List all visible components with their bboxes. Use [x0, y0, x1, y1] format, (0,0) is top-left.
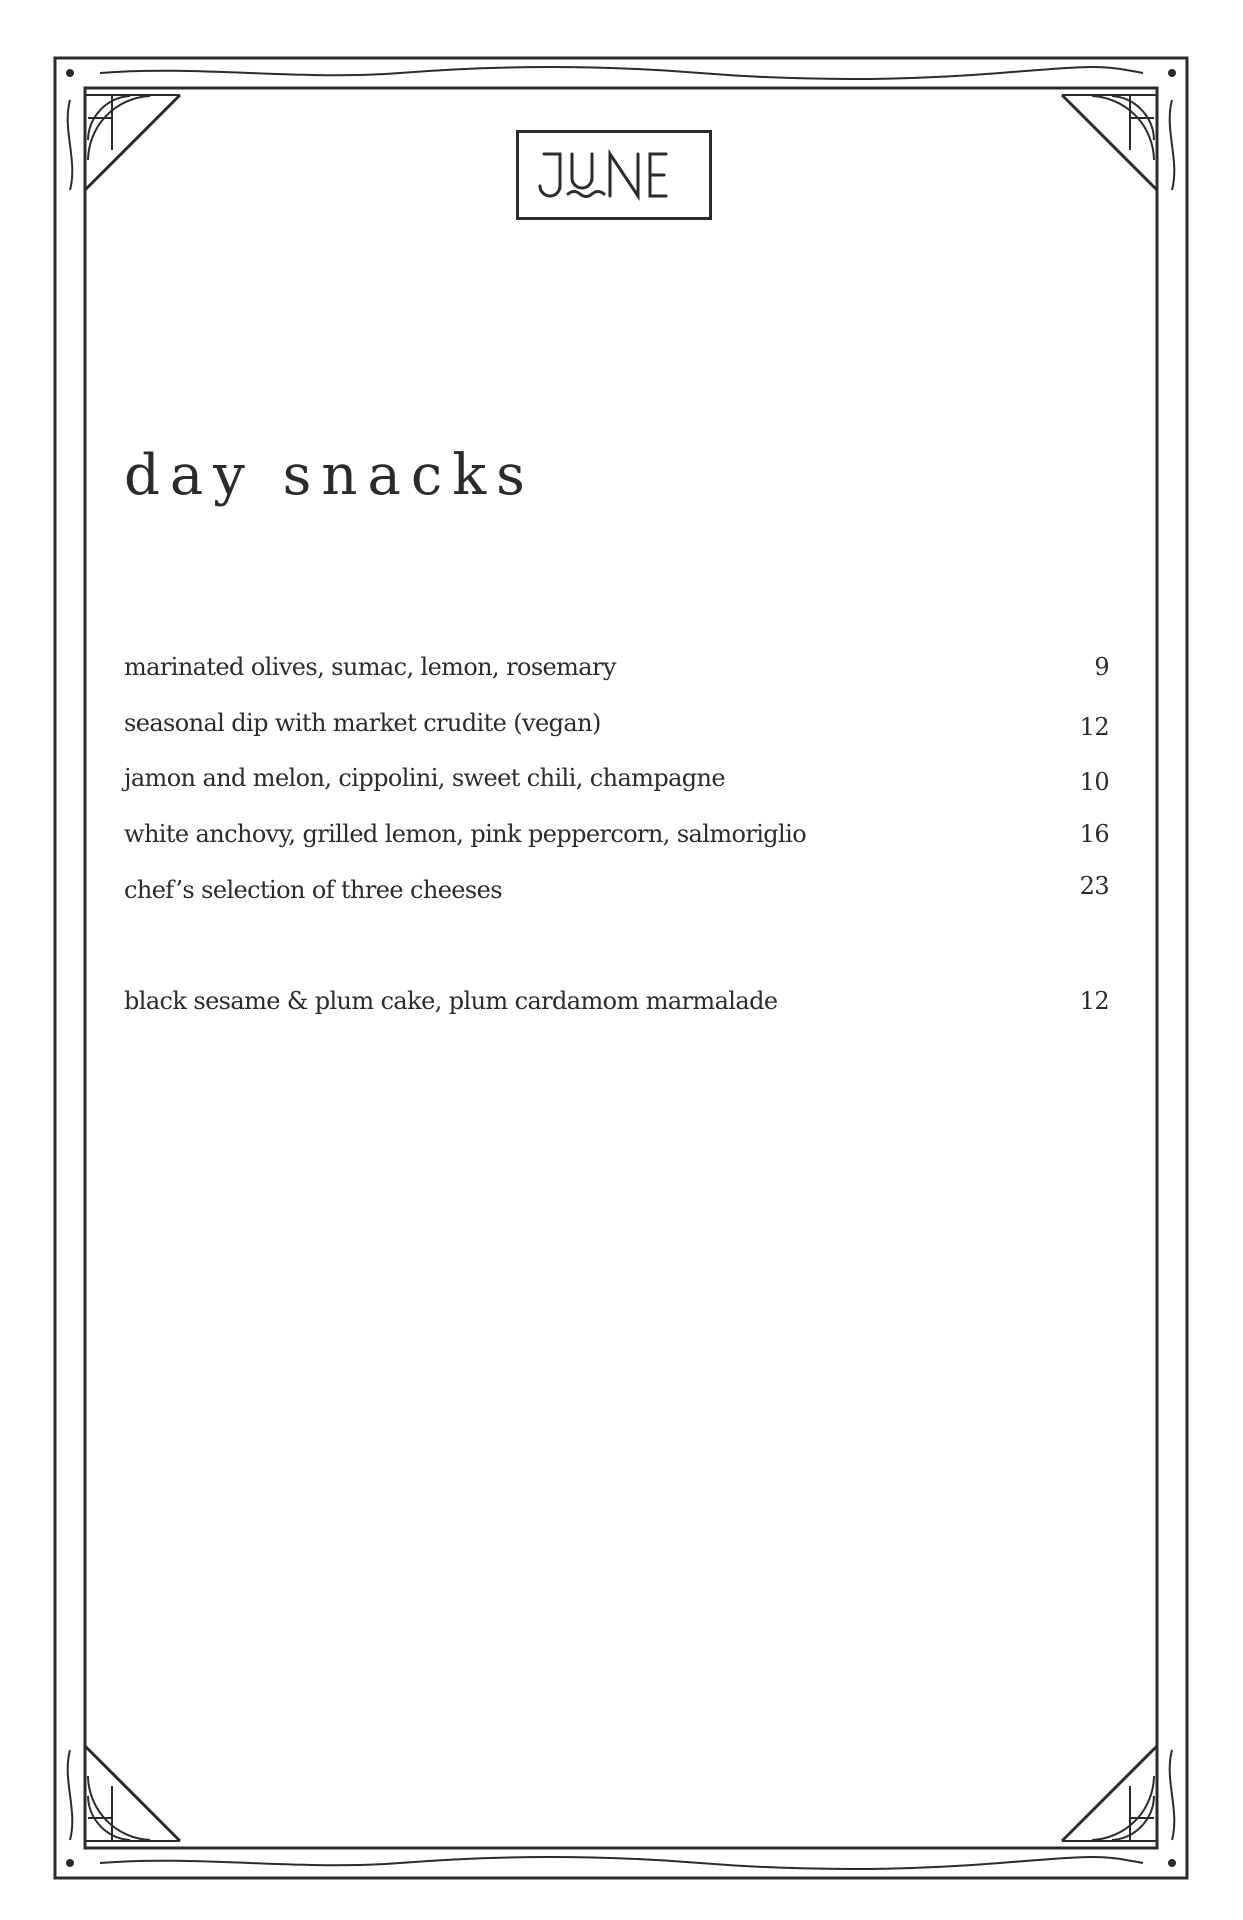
menu-item-price: 9 — [1094, 653, 1109, 681]
menu-item — [124, 764, 1109, 798]
menu-item — [124, 653, 1109, 687]
menu-item-price: 12 — [1079, 713, 1109, 741]
menu-item — [124, 872, 1109, 910]
menu-item-name: marinated olives, sumac, lemon, rosemary — [124, 653, 616, 681]
menu-item-name: chef’s selection of three cheeses — [124, 876, 502, 904]
menu-item-name: white anchovy, grilled lemon, pink peppercorn, salmoriglio — [124, 820, 807, 848]
menu-item-name: jamon and melon, cippolini, sweet chili, champagne — [124, 764, 726, 792]
menu-title: day snacks — [124, 443, 535, 508]
menu-item-price: 10 — [1079, 768, 1109, 796]
menu-item-price: 23 — [1079, 872, 1109, 900]
menu-item — [124, 820, 1109, 854]
june-logo — [516, 130, 712, 220]
menu-item-price: 16 — [1079, 820, 1109, 848]
menu-item — [124, 987, 1109, 1021]
menu-item-name: seasonal dip with market crudite (vegan) — [124, 709, 601, 737]
menu-item — [124, 709, 1109, 743]
menu-item-name: black sesame & plum cake, plum cardamom marmalade — [124, 987, 778, 1015]
menu-item-price: 12 — [1079, 987, 1109, 1015]
